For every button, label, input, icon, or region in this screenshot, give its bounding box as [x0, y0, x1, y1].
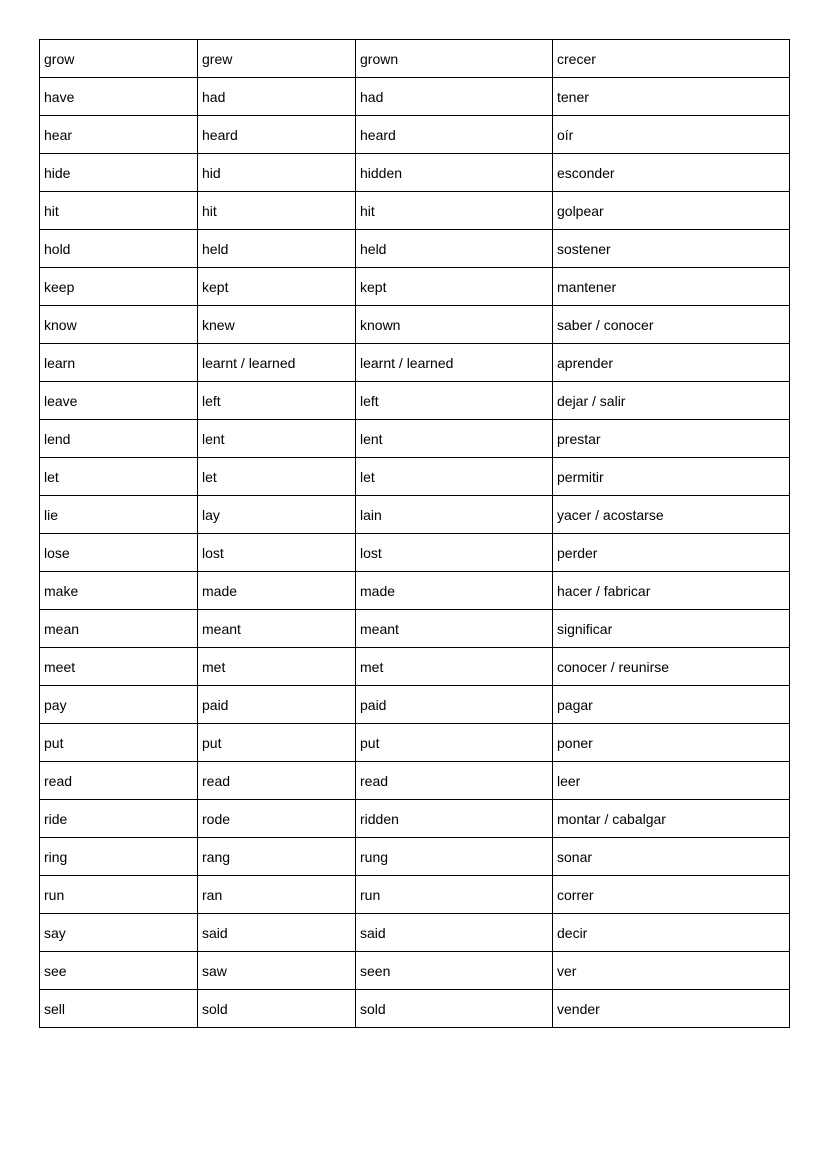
cell-base-form: lose [40, 534, 198, 572]
cell-spanish-translation: aprender [553, 344, 790, 382]
table-row [40, 838, 790, 876]
cell-base-form: have [40, 78, 198, 116]
cell-base-form: sell [40, 990, 198, 1028]
cell-spanish-translation: saber / conocer [553, 306, 790, 344]
cell-base-form: say [40, 914, 198, 952]
cell-past-participle: hit [356, 192, 553, 230]
cell-base-form: see [40, 952, 198, 990]
cell-base-form: lie [40, 496, 198, 534]
table-row [40, 952, 790, 990]
cell-spanish-translation: oír [553, 116, 790, 154]
table-row [40, 572, 790, 610]
cell-base-form: hide [40, 154, 198, 192]
cell-spanish-translation: significar [553, 610, 790, 648]
cell-spanish-translation: sostener [553, 230, 790, 268]
cell-base-form: hit [40, 192, 198, 230]
cell-base-form: read [40, 762, 198, 800]
irregular-verbs-table [39, 39, 790, 1028]
table-row [40, 990, 790, 1028]
cell-spanish-translation: tener [553, 78, 790, 116]
cell-past-simple: let [198, 458, 356, 496]
cell-past-participle: sold [356, 990, 553, 1028]
table-row [40, 876, 790, 914]
cell-base-form: learn [40, 344, 198, 382]
cell-past-participle: lost [356, 534, 553, 572]
cell-base-form: make [40, 572, 198, 610]
table-row [40, 610, 790, 648]
cell-past-simple: paid [198, 686, 356, 724]
cell-past-simple: heard [198, 116, 356, 154]
cell-past-participle: paid [356, 686, 553, 724]
cell-spanish-translation: mantener [553, 268, 790, 306]
cell-spanish-translation: correr [553, 876, 790, 914]
cell-spanish-translation: pagar [553, 686, 790, 724]
cell-past-participle: heard [356, 116, 553, 154]
cell-past-simple: lost [198, 534, 356, 572]
cell-spanish-translation: yacer / acostarse [553, 496, 790, 534]
cell-past-simple: learnt / learned [198, 344, 356, 382]
cell-past-participle: met [356, 648, 553, 686]
cell-past-simple: hit [198, 192, 356, 230]
cell-spanish-translation: conocer / reunirse [553, 648, 790, 686]
cell-spanish-translation: esconder [553, 154, 790, 192]
cell-base-form: let [40, 458, 198, 496]
table-row [40, 306, 790, 344]
cell-base-form: ride [40, 800, 198, 838]
cell-spanish-translation: golpear [553, 192, 790, 230]
cell-past-simple: rode [198, 800, 356, 838]
cell-past-simple: rang [198, 838, 356, 876]
cell-base-form: grow [40, 40, 198, 78]
table-row [40, 762, 790, 800]
table-row [40, 192, 790, 230]
cell-past-simple: ran [198, 876, 356, 914]
cell-past-simple: held [198, 230, 356, 268]
cell-spanish-translation: crecer [553, 40, 790, 78]
cell-base-form: leave [40, 382, 198, 420]
cell-spanish-translation: perder [553, 534, 790, 572]
cell-past-participle: known [356, 306, 553, 344]
cell-past-participle: learnt / learned [356, 344, 553, 382]
cell-spanish-translation: prestar [553, 420, 790, 458]
table-row [40, 648, 790, 686]
cell-spanish-translation: vender [553, 990, 790, 1028]
cell-past-participle: put [356, 724, 553, 762]
cell-past-participle: lain [356, 496, 553, 534]
cell-past-simple: made [198, 572, 356, 610]
cell-past-participle: held [356, 230, 553, 268]
table-row [40, 154, 790, 192]
cell-spanish-translation: ver [553, 952, 790, 990]
cell-past-simple: said [198, 914, 356, 952]
cell-past-simple: kept [198, 268, 356, 306]
cell-base-form: hear [40, 116, 198, 154]
cell-spanish-translation: hacer / fabricar [553, 572, 790, 610]
cell-spanish-translation: leer [553, 762, 790, 800]
cell-past-participle: lent [356, 420, 553, 458]
cell-base-form: meet [40, 648, 198, 686]
cell-base-form: lend [40, 420, 198, 458]
table-row [40, 420, 790, 458]
cell-past-simple: put [198, 724, 356, 762]
cell-spanish-translation: permitir [553, 458, 790, 496]
cell-base-form: put [40, 724, 198, 762]
table-row [40, 914, 790, 952]
cell-past-participle: ridden [356, 800, 553, 838]
table-row [40, 800, 790, 838]
table-row [40, 344, 790, 382]
cell-past-simple: read [198, 762, 356, 800]
cell-past-simple: lay [198, 496, 356, 534]
table-row [40, 268, 790, 306]
cell-past-participle: grown [356, 40, 553, 78]
cell-past-participle: made [356, 572, 553, 610]
cell-past-participle: let [356, 458, 553, 496]
table-row [40, 458, 790, 496]
cell-past-simple: lent [198, 420, 356, 458]
table-row [40, 724, 790, 762]
cell-base-form: run [40, 876, 198, 914]
cell-spanish-translation: montar / cabalgar [553, 800, 790, 838]
cell-past-simple: saw [198, 952, 356, 990]
cell-past-simple: grew [198, 40, 356, 78]
cell-past-participle: hidden [356, 154, 553, 192]
cell-past-participle: read [356, 762, 553, 800]
cell-past-simple: sold [198, 990, 356, 1028]
cell-past-simple: knew [198, 306, 356, 344]
cell-spanish-translation: decir [553, 914, 790, 952]
cell-spanish-translation: dejar / salir [553, 382, 790, 420]
cell-spanish-translation: poner [553, 724, 790, 762]
table-body [40, 40, 790, 1028]
table-row [40, 40, 790, 78]
cell-past-participle: kept [356, 268, 553, 306]
cell-past-simple: meant [198, 610, 356, 648]
cell-past-simple: hid [198, 154, 356, 192]
cell-base-form: hold [40, 230, 198, 268]
cell-past-participle: left [356, 382, 553, 420]
cell-past-simple: had [198, 78, 356, 116]
cell-past-participle: run [356, 876, 553, 914]
cell-past-participle: said [356, 914, 553, 952]
table-row [40, 534, 790, 572]
cell-base-form: ring [40, 838, 198, 876]
cell-base-form: mean [40, 610, 198, 648]
table-row [40, 496, 790, 534]
cell-past-participle: seen [356, 952, 553, 990]
cell-base-form: keep [40, 268, 198, 306]
table-row [40, 116, 790, 154]
table-row [40, 686, 790, 724]
cell-past-participle: meant [356, 610, 553, 648]
table-row [40, 78, 790, 116]
table-row [40, 382, 790, 420]
cell-spanish-translation: sonar [553, 838, 790, 876]
cell-past-participle: had [356, 78, 553, 116]
cell-past-participle: rung [356, 838, 553, 876]
cell-base-form: know [40, 306, 198, 344]
cell-base-form: pay [40, 686, 198, 724]
table-row [40, 230, 790, 268]
cell-past-simple: left [198, 382, 356, 420]
cell-past-simple: met [198, 648, 356, 686]
